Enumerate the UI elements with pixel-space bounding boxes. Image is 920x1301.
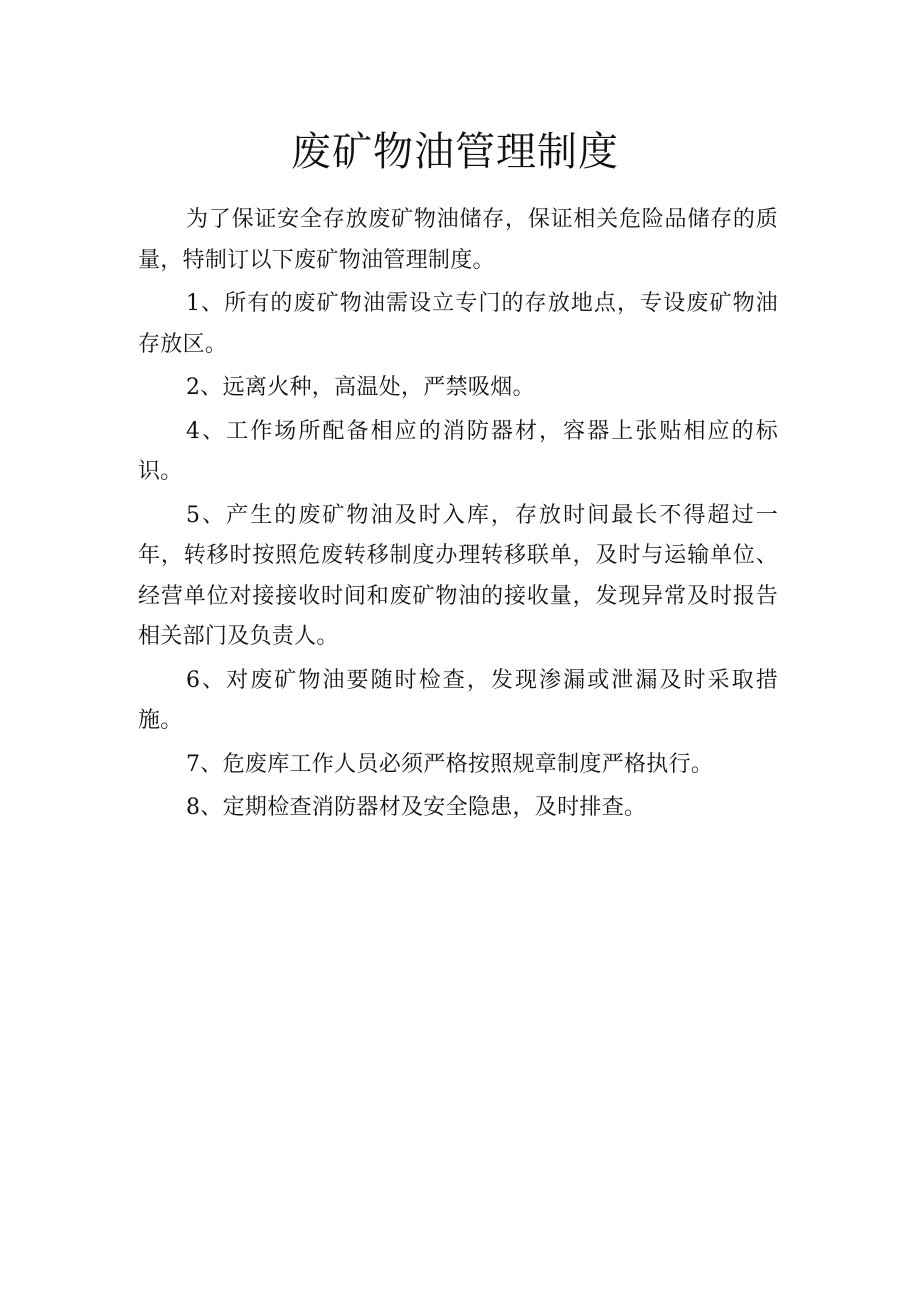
paragraph-item-7: 7、危废库工作人员必须严格按照规章制度严格执行。 [186, 751, 714, 777]
paragraph-item-6: 6、对废矿物油要随时检查，发现渗漏或泄漏及时采取措施。 [138, 667, 778, 733]
paragraph-item-8: 8、定期检查消防器材及安全隐患，及时排查。 [186, 795, 647, 820]
paragraph-item-5: 5、产生的废矿物油及时入库，存放时间最长不得超过一年，转移时按照危废转移制度办理转移联单，及时与运输单位、经营单位对接接收时间和废矿物油的接收量，发现异常及时报告相关部门及负责人。 [138, 502, 778, 649]
paragraph-intro: 为了保证安全存放废矿物油储存，保证相关危险品储存的质量，特制订以下废矿物油管理制度。 [138, 207, 778, 273]
paragraph-item-2: 2、远离火种，高温处，严禁吸烟。 [186, 375, 535, 400]
document-title: 废矿物油管理制度 [291, 129, 619, 175]
paragraph-item-1: 1、所有的废矿物油需设立专门的存放地点，专设废矿物油存放区。 [138, 291, 778, 357]
paragraph-item-4: 4、工作场所配备相应的消防器材，容器上张贴相应的标识。 [138, 418, 778, 484]
document-body [138, 200, 778, 829]
